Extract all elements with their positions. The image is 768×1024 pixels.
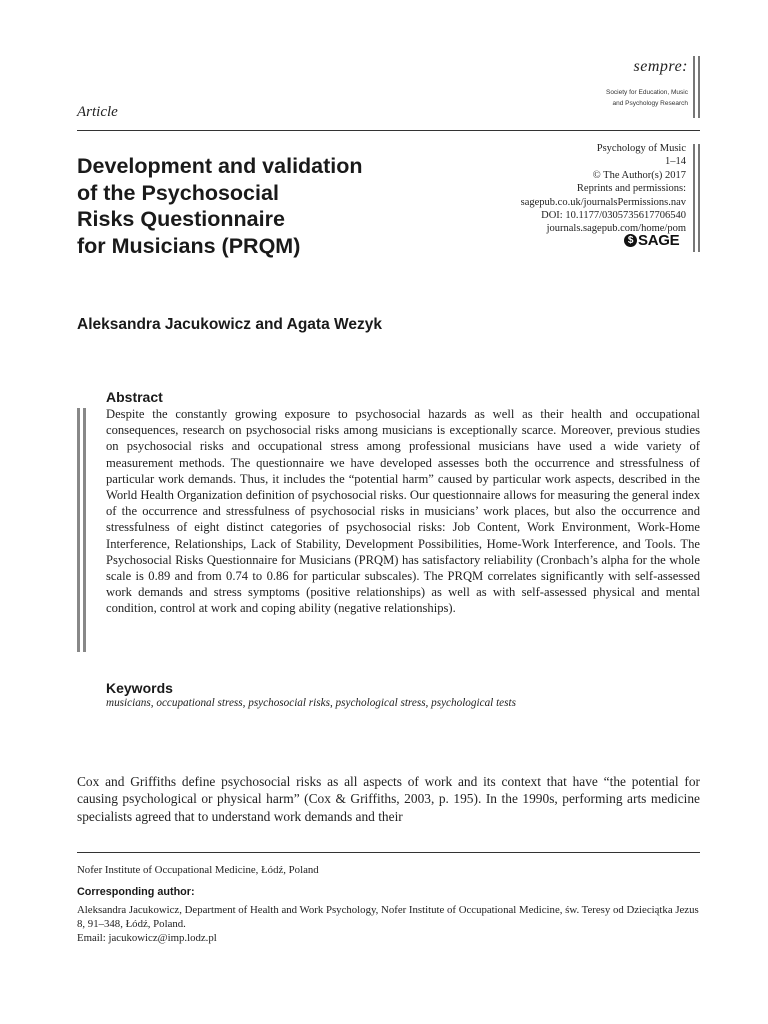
sage-logo-text: SAGE [638,232,680,249]
journal-name: Psychology of Music [596,143,686,154]
sempre-logo-subtitle-2: and Psychology Research [612,100,688,107]
intro-paragraph: Cox and Griffiths define psychosocial risks as all aspects of work and its context that have “the potential for causing psychological or physical harm” (Cox & Griffiths, 2003, p. 195). In the 1990s, performing arts medicine specialists agreed that to understand work demands and their [77,774,700,824]
page-range: 1–14 [665,156,686,168]
footer-divider [77,852,700,853]
title-line: Risks Questionnaire [77,207,285,231]
doi-link[interactable]: DOI: 10.1177/0305735617706540 [541,210,686,222]
sempre-logo [560,58,700,118]
logo-side-bar [693,56,695,118]
title-line: of the Psychosocial [77,180,279,205]
abstract-side-bar-2 [83,408,86,652]
abstract-side-bar [77,408,80,652]
corresponding-author-details [77,903,700,946]
reprints-link[interactable]: sagepub.co.uk/journalsPermissions.nav [520,196,686,208]
sage-logo [624,232,679,249]
abstract-body: Despite the constantly growing exposure to psychosocial hazards as well as their health and occupational consequences, research on psychosocial risks among musicians is exceptionally scarce. Moreover, previous studies on psychosocial risks and occupational stress among professional musicians have used a wide variety of measurement methods. The questionnaire we have developed assesses both the occurrence and stressfulness of particular work demands. Thus, it includes the “potential harm” caused by particular work aspects, described in the World Health Organization definition of psychosocial risks. Our questionnaire allows for measuring the general index of the occurrence and stressfulness of psychosocial risks in musicians’ work places, but also the occurrence and stressfulness of eight distinct categories of psychosocial risks: Job Content, Work Environment, Work-Home Interference, Relationships, Lack of Stability, Development Possibilities, Home-Work Interference, and Tools. The Psychosocial Risks Questionnaire for Musicians (PRQM) has satisfactory reliability (Cronbach’s alpha for the whole scale is 0.89 and from 0.74 to 0.86 for particular subscales). The PRQM correlates significantly with self-assessed work demands and stress symptoms (positive relationships) as well as with self-assessed physical and mental condition, control at work and coping ability (negative relationships). [106,407,700,616]
paper-title [77,153,457,259]
copyright: © The Author(s) 2017 [592,169,686,181]
logo-side-bar-2 [698,56,700,118]
journal-info-side-bar-2 [698,144,700,252]
journal-info-side-bar [693,144,695,252]
abstract-heading: Abstract [106,389,163,405]
keywords-list: musicians, occupational stress, psychosocial risks, psychological stress, psychological tests [106,697,516,709]
title-line: Development and validation [77,154,363,178]
header-divider [77,130,700,131]
journal-home-link[interactable]: journals.sagepub.com/home/pom [546,223,686,235]
keywords-heading: Keywords [106,680,173,696]
corresponding-author-heading: Corresponding author: [77,886,195,898]
affiliation: Nofer Institute of Occupational Medicine, Łódź, Poland [77,864,319,876]
journal-info [426,142,686,236]
corresponding-author-email[interactable]: Email: jacukowicz@imp.lodz.pl [77,932,217,945]
article-type-label: Article [77,104,118,120]
reprints-label: Reprints and permissions: [576,183,686,195]
sage-mark-icon: $ [624,234,637,247]
sempre-logo-name: sempre: [633,58,688,75]
sempre-logo-subtitle-1: Society for Education, Music [605,89,688,96]
corresponding-author-address: Aleksandra Jacukowicz, Department of Health and Work Psychology, Nofer Institute of Occupational Medicine, św. Teresy od Dzieciątka Jezus 8, 91–348, Łódź, Poland. [77,904,699,931]
author-list: Aleksandra Jacukowicz and Agata Wezyk [77,316,382,333]
title-line: for Musicians (PRQM) [77,233,301,258]
